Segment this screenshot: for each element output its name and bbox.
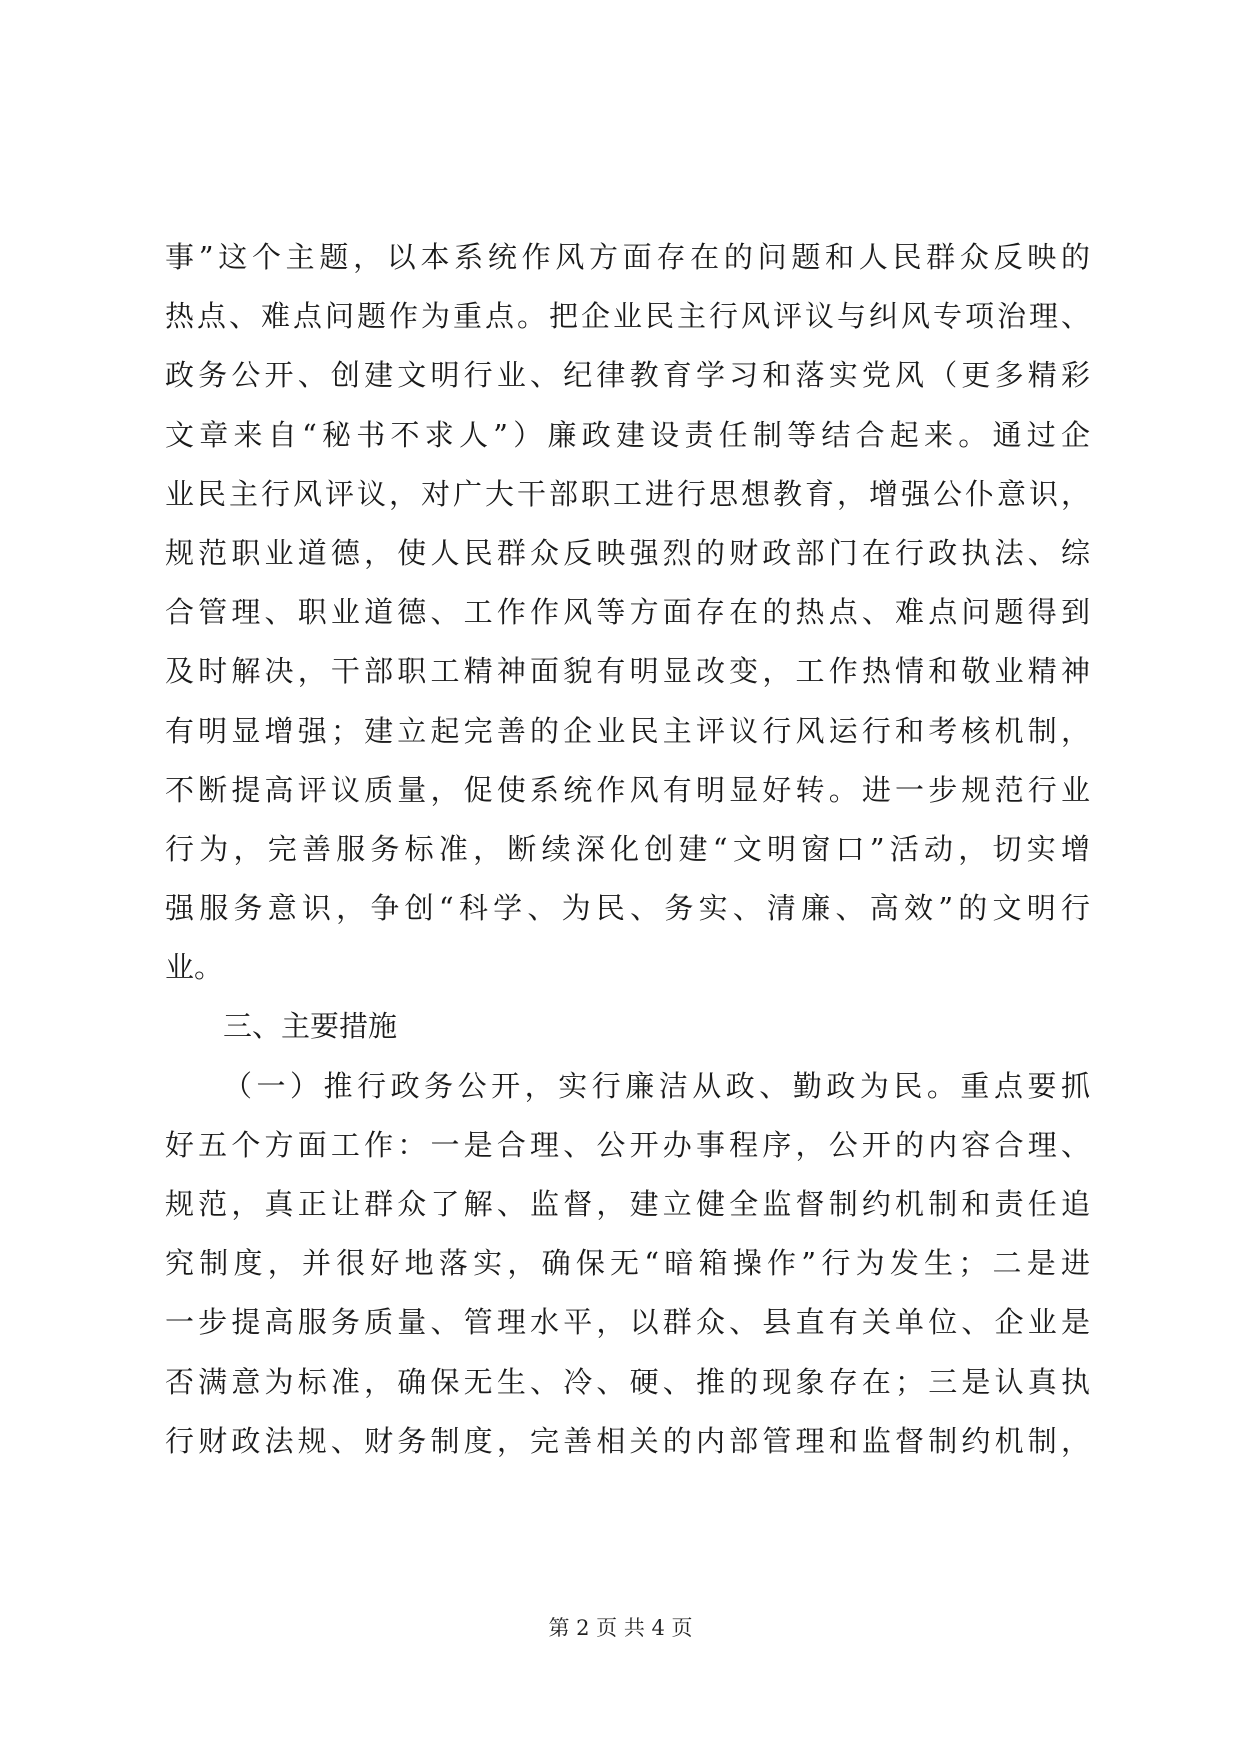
text-line: 不断提高评议质量，促使系统作风有明显好转。进一步规范行业: [165, 772, 1090, 807]
text-line: 一步提高服务质量、管理水平，以群众、县直有关单位、企业是: [165, 1305, 1090, 1340]
text-line: 究制度，并很好地落实，确保无“暗箱操作”行为发生；二是进: [165, 1246, 1090, 1281]
text-line: 行财政法规、财务制度，完善相关的内部管理和监督制约机制，: [165, 1423, 1090, 1458]
text-line: 合管理、职业道德、工作作风等方面存在的热点、难点问题得到: [165, 595, 1090, 630]
page-number: 第 2 页 共 4 页: [548, 1616, 693, 1640]
text-line: 规范，真正让群众了解、监督，建立健全监督制约机制和责任追: [165, 1187, 1090, 1221]
text-line: 行为，完善服务标准，断续深化创建“文明窗口”活动，切实增: [165, 831, 1090, 866]
text-line: 否满意为标准，确保无生、冷、硬、推的现象存在；三是认真执: [165, 1364, 1090, 1399]
text-line: （一）推行政务公开，实行廉洁从政、勤政为民。重点要抓: [223, 1068, 1090, 1103]
page-footer: [0, 1613, 1241, 1643]
text-line: 热点、难点问题作为重点。把企业民主行风评议与纠风专项治理、: [165, 299, 1090, 334]
text-line: 业民主行风评议，对广大干部职工进行思想教育，增强公仆意识，: [165, 476, 1090, 511]
text-line: 规范职业道德，使人民群众反映强烈的财政部门在行政执法、综: [165, 535, 1090, 570]
text-line: 政务公开、创建文明行业、纪律教育学习和落实党风（更多精彩: [165, 358, 1090, 393]
text-line: 有明显增强；建立起完善的企业民主评议行风运行和考核机制，: [165, 713, 1090, 748]
text-line: 文章来自“秘书不求人”）廉政建设责任制等结合起来。通过企: [165, 417, 1090, 452]
section-heading: 三、主要措施: [223, 1009, 398, 1044]
text-line: 强服务意识，争创“科学、为民、务实、清廉、高效”的文明行: [165, 891, 1090, 926]
text-line: 好五个方面工作：一是合理、公开办事程序，公开的内容合理、: [165, 1127, 1090, 1162]
text-line: 及时解决，干部职工精神面貌有明显改变，工作热情和敬业精神: [165, 654, 1090, 689]
body-text: [165, 228, 1090, 1471]
text-line: 事”这个主题，以本系统作风方面存在的问题和人民群众反映的: [165, 240, 1090, 274]
text-line: 业。: [165, 950, 224, 985]
